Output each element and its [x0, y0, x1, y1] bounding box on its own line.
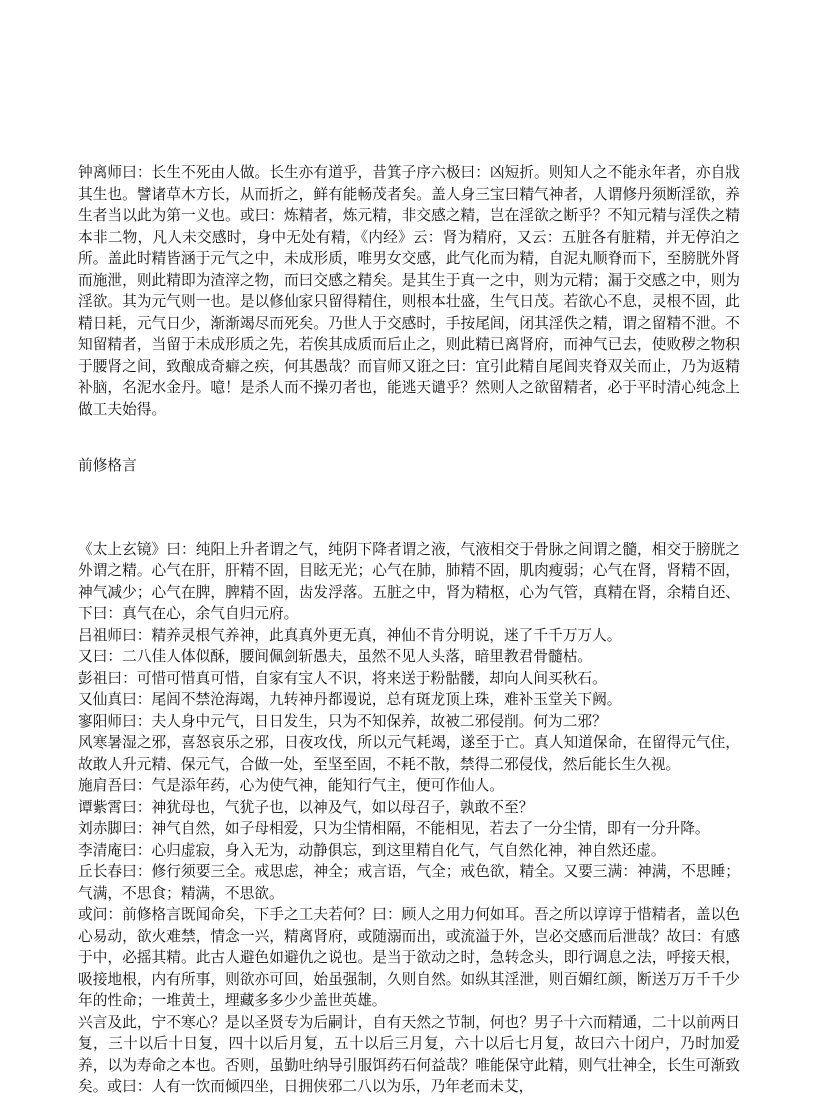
paragraph: 李清庵曰：心归虚寂，身入无为，动静俱忘，到这里精自化气，气自然化神，神自然还虚。 — [78, 841, 666, 859]
section-heading: 前修格言 — [78, 457, 137, 474]
paragraph: 又仙真曰：尾闾不禁沧海竭，九转神丹都谩说，总有斑龙顶上珠，难补玉堂关下阙。 — [78, 691, 622, 708]
paragraph: 施肩吾曰：气是添年药，心为使气神，能知行气主，便可作仙人。 — [78, 777, 504, 794]
paragraph: 刘赤脚曰：神气自然，如子母相爱，只为尘情相隔，不能相见，若去了一分尘情，即有一分升降。 — [78, 820, 710, 837]
paragraph: 谭紫霄曰：神犹母也，气犹子也，以神及气，如以母召子，孰敢不至？ — [78, 798, 534, 816]
paragraph: 《太上玄镜》曰：纯阳上升者谓之气，纯阴下降者谓之液，气液相交于骨脉之间谓之髓，相交于膀胱之外谓之精。心气在肝，肝精不固，目眩无光；心气在肺，肺精不固，肌肉瘦弱；心气在肾，肾精不固，神气减少；心气在脾，脾精不固，齿发浮落。五脏之中，肾为精枢，心为气管，真精在肾，余精自还、下曰：真气在心，余气自归元府。 — [78, 540, 740, 622]
paragraph: 又曰：二八佳人体似酥，腰间佩剑斩愚夫，虽然不见人头落，暗里教君骨髓枯。 — [78, 648, 593, 665]
paragraph: 风寒暑湿之邪，喜怒哀乐之邪，日夜攻伐，所以元气耗竭，遂至于亡。真人知道保命，在留得元气住，故敢人升元精、保元气，合做一处，至坚至固，不耗不散，禁得二邪侵伐，然后能长生久视。 — [78, 734, 740, 773]
paragraph: 兴言及此，宁不寒心？是以圣贤专为后嗣计，自有天然之节制，何也？男子十六而精通，二十以前两日复，三十以后十日复，四十以后月复，五十以后三月复，六十以后七月复，故曰六十闭户，乃时加爱养，以为寿命之本也。否则，虽勤吐纳导引服饵药石何益哉？唯能保守此精，则气壮神全，长生可渐致矣。或曰：人有一饮而倾四坐，日拥侠邪二八以为乐，乃年老而未艾， — [78, 1013, 740, 1095]
paragraph: 寥阳师曰：夫人身中元气，日日发生，只为不知保养，故被二邪侵削。何为二邪？ — [78, 712, 607, 730]
paragraph: 丘长春曰：修行须要三全。戒思虑，神全；戒言语，气全；戒色欲，精全。又要三满：神满，不思睡；气满，不思食；精满，不思欲。 — [78, 863, 740, 902]
paragraph: 钟离师曰：长生不死由人做。长生亦有道乎，昔箕子序六极曰：凶短折。则知人之不能永年者，亦自戕其生也。譬诸草木方长，从而折之，鲜有能畅茂者矣。盖人身三宝曰精气神者，人谓修丹须断淫欲，养生者当以此为第一义也。或曰：炼精者，炼元精，非交感之精，岂在淫欲之断乎？不知元精与淫佚之精本非二物，凡人未交感时，身中无处有精，《内经》云：肾为精府，又云：五脏各有脏精，并无停泊之所。盖此时精皆涵于元气之中，未成形质，唯男女交感，此气化而为精，自泥丸顺脊而下，至膀胱外肾而施泄，则此精即为渣滓之物，而曰交感之精矣。是其生于真一之中，则为元精；漏于交感之中，则为淫欲。其为元气则一也。是以修仙家只留得精住，则根本壮盛，生气日茂。若欲心不息，灵根不固，此精日耗，元气日少，渐渐竭尽而死矣。乃世人于交感时，手按尾闾，闭其淫佚之精，谓之留精不泄。不知留精者，当留于未成形质之先，若俟其成质而后止之，则此精已离肾府，而神气已去，使败秽之物积于腰肾之间，致酿成奇癖之疾，何其愚哉？而盲师又诳之曰：宜引此精自尾闾夹脊双关而止，乃为返精补脑，名泥水金丹。噫！是杀人而不操刃者也，能逃天谴乎？然则人之欲留精者，必于平时清心纯念上做工夫始得。 — [78, 164, 740, 418]
passage-intro — [78, 162, 740, 420]
paragraph: 彭祖曰：可惜可惜真可惜，自家有宝人不识，将来送于粉骷髅，却向人间买秋石。 — [78, 669, 607, 687]
passage-quotations — [78, 539, 740, 1098]
paragraph: 吕祖师曰：精养灵根气养神，此真真外更无真，神仙不肯分明说，迷了千千万万人。 — [78, 626, 622, 644]
paragraph: 或问：前修格言既闻命矣，下手之工夫若何？曰：顾人之用力何如耳。吾之所以谆谆于惜精者，盖以色心易动，欲火难禁，情念一兴，精离肾府，或随溺而出，或流溢于外，岂必交感而后泄哉？故曰：有感于中，必摇其精。此古人避色如避仇之说也。是当于欲动之时，急转念头，即行调息之法，呼接天根，吸接地根，内有所事，则欲亦可回，始虽强制，久则自然。如纵其淫泄，则百媚红颜，断送万万千千少年的性命；一堆黄土，埋藏多多少少盖世英雄。 — [78, 906, 740, 1009]
